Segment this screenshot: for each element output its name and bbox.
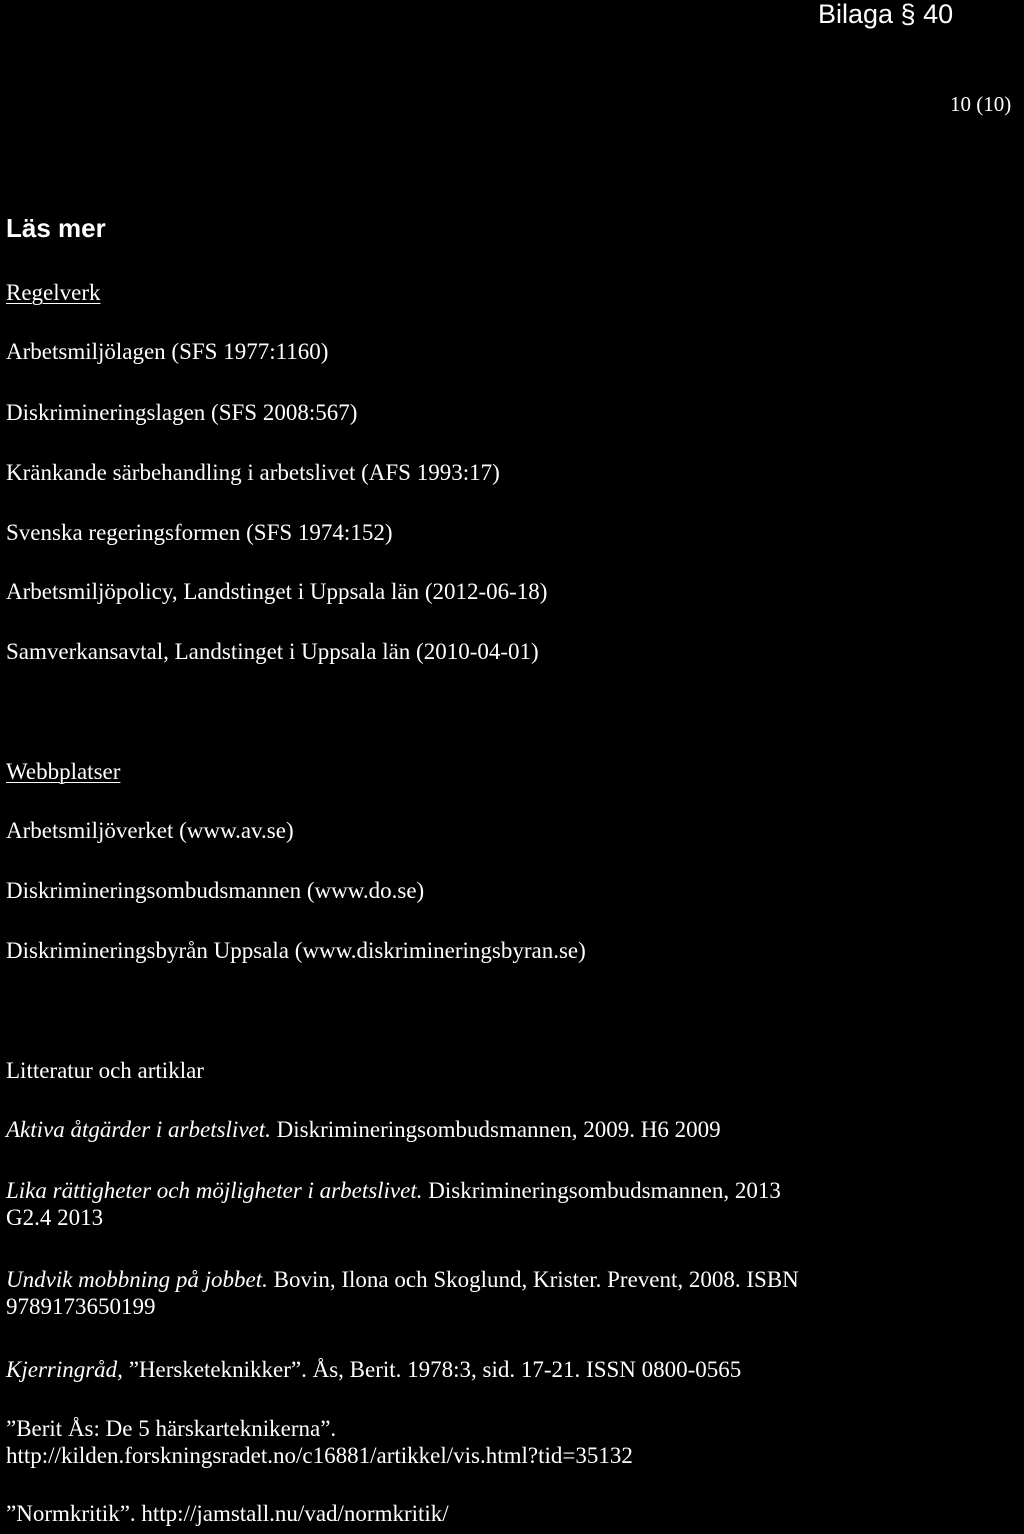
section-title-webbplatser: Webbplatser bbox=[6, 759, 121, 784]
reference-details-line2: G2.4 2013 bbox=[6, 1205, 104, 1230]
literature-reference bbox=[6, 1177, 781, 1231]
reference-title: Kjerringråd, bbox=[6, 1357, 123, 1382]
literature-reference bbox=[6, 1356, 741, 1383]
reference-title: Undvik mobbning på jobbet. bbox=[6, 1267, 268, 1292]
regelverk-item: Svenska regeringsformen (SFS 1974:152) bbox=[6, 520, 393, 545]
regelverk-item: Samverkansavtal, Landstinget i Uppsala län (2010-04-01) bbox=[6, 639, 539, 664]
section-title-regelverk: Regelverk bbox=[6, 280, 101, 305]
regelverk-item: Arbetsmiljölagen (SFS 1977:1160) bbox=[6, 339, 329, 364]
reference-details: ”Hersketeknikker”. Ås, Berit. 1978:3, sid. 17-21. ISSN 0800-0565 bbox=[122, 1357, 742, 1382]
webbplats-item: Diskrimineringsbyrån Uppsala (www.diskrimineringsbyran.se) bbox=[6, 938, 586, 963]
regelverk-item: Diskrimineringslagen (SFS 2008:567) bbox=[6, 400, 358, 425]
reference-details-line2: 9789173650199 bbox=[6, 1294, 156, 1319]
page-number: 10 (10) bbox=[950, 92, 1012, 116]
literature-reference bbox=[6, 1116, 721, 1143]
reference-title: Aktiva åtgärder i arbetslivet. bbox=[6, 1117, 271, 1142]
page-heading: Läs mer bbox=[6, 213, 106, 243]
literature-reference bbox=[6, 1415, 633, 1469]
webbplats-item: Diskrimineringsombudsmannen (www.do.se) bbox=[6, 878, 425, 903]
reference-url[interactable]: http://kilden.forskningsradet.no/c16881/artikkel/vis.html?tid=35132 bbox=[6, 1443, 633, 1468]
reference-details: ”Normkritik”. http://jamstall.nu/vad/normkritik/ bbox=[6, 1501, 449, 1526]
literature-reference bbox=[6, 1266, 799, 1320]
section-title-litteratur: Litteratur och artiklar bbox=[6, 1058, 204, 1083]
reference-details: Bovin, Ilona och Skoglund, Krister. Prevent, 2008. ISBN bbox=[267, 1267, 799, 1292]
webbplats-item: Arbetsmiljöverket (www.av.se) bbox=[6, 818, 294, 843]
bilaga-stamp: Bilaga § 40 bbox=[818, 0, 954, 29]
regelverk-item: Kränkande särbehandling i arbetslivet (AFS 1993:17) bbox=[6, 460, 500, 485]
reference-details: ”Berit Ås: De 5 härskarteknikerna”. bbox=[6, 1416, 337, 1441]
literature-reference bbox=[6, 1500, 449, 1527]
reference-details: Diskrimineringsombudsmannen, 2013 bbox=[422, 1178, 781, 1203]
regelverk-item: Arbetsmiljöpolicy, Landstinget i Uppsala län (2012-06-18) bbox=[6, 579, 548, 604]
reference-title: Lika rättigheter och möjligheter i arbetslivet. bbox=[6, 1178, 423, 1203]
reference-details: Diskrimineringsombudsmannen, 2009. H6 2009 bbox=[270, 1117, 721, 1142]
